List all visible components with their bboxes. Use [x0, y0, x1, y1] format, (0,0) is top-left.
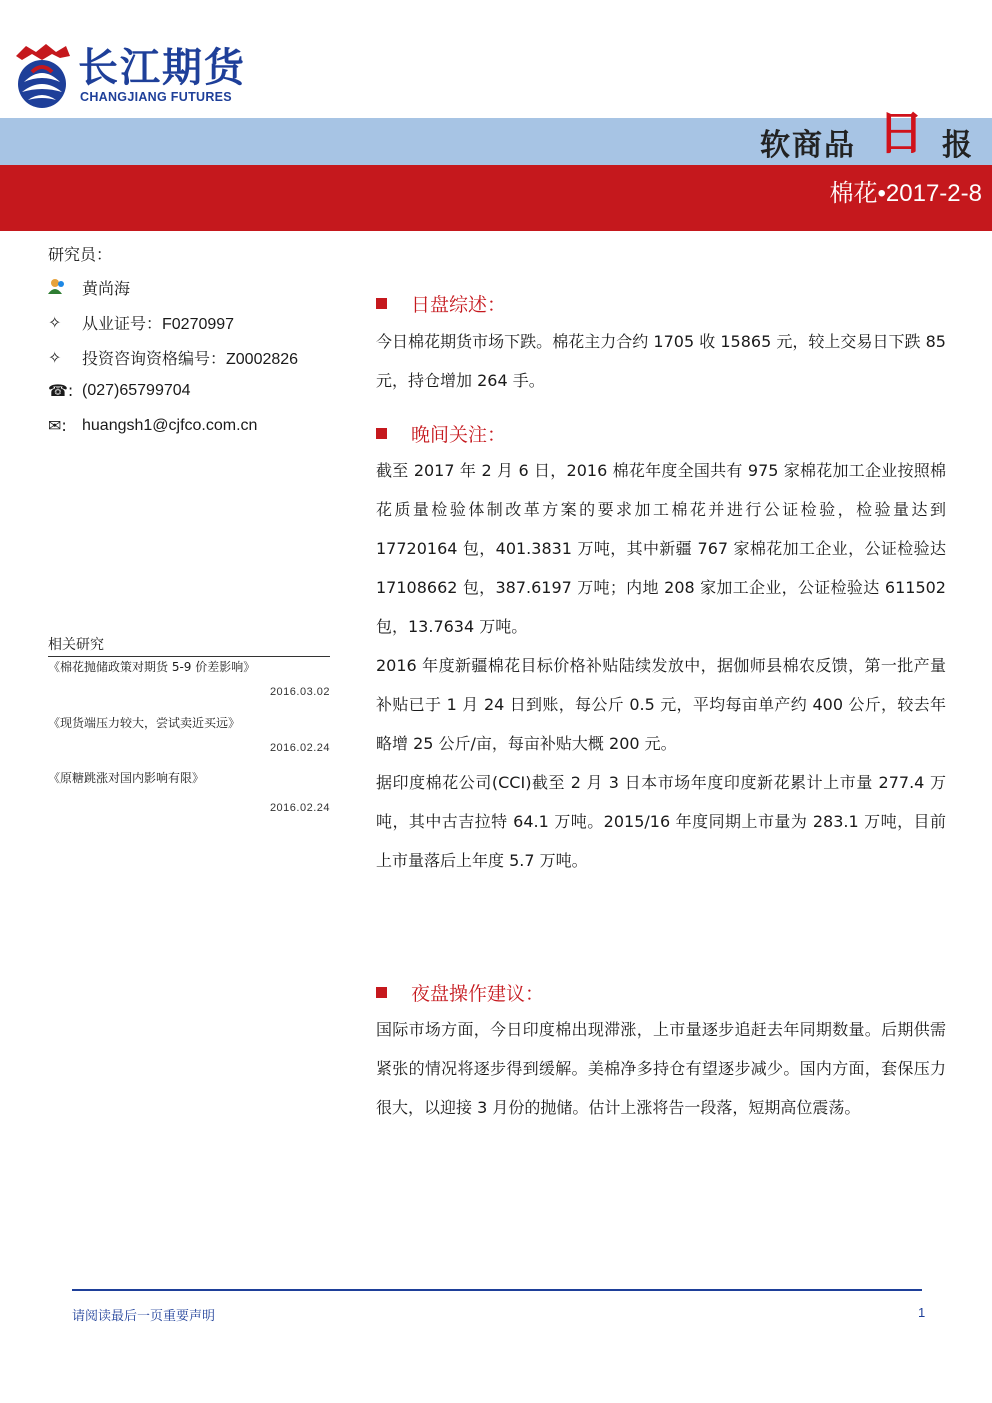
analyst-name: 黄尚海 — [82, 281, 131, 298]
bullet-square-icon — [376, 298, 387, 309]
phone-icon: ☎: — [48, 381, 74, 400]
analyst-email-row — [48, 416, 257, 435]
company-logo — [12, 40, 252, 112]
analyst-phone-row — [48, 381, 191, 400]
analyst-license: 从业证号：F0270997 — [82, 316, 235, 333]
day-review-paragraph: 今日棉花期货市场下跌。棉花主力合约 1705 收 15865 元，较上交易日下跌 85 元，持仓增加 264 手。 — [376, 332, 946, 390]
evening-focus-paragraph-3: 据印度棉花公司(CCI)截至 2 月 3 日本市场年度印度新花累计上市量 277.4 万吨，其中古吉拉特 64.1 万吨。2015/16 年度同期上市量为 283.1 万吨，目前上市量落后上年度 5.7 万吨。 — [376, 773, 946, 870]
person-icon — [48, 278, 72, 298]
related-item-date: 2016.03.02 — [269, 686, 330, 698]
related-item-date: 2016.02.24 — [269, 802, 330, 814]
envelope-icon: ✉: — [48, 416, 67, 435]
night-advice-paragraph: 国际市场方面，今日印度棉出现滞涨，上市量逐步追赶去年同期数量。后期供需紧张的情况将逐步得到缓解。美棉净多持仓有望逐步减少。国内方面，套保压力很大，以迎接 3 月份的抛储。估计上涨将告一段落，短期高位震荡。 — [376, 1020, 946, 1117]
analyst-name-row — [48, 276, 130, 299]
page-number: 1 — [918, 1305, 926, 1320]
analyst-qualification-row — [48, 346, 298, 369]
bullet-square-icon — [376, 987, 387, 998]
report-title-category: 软商品 — [760, 127, 856, 163]
report-title — [760, 106, 972, 165]
footer-divider — [72, 1289, 922, 1291]
section-heading-day-review: 日盘综述： — [376, 290, 506, 317]
evening-focus-paragraph-1: 截至 2017 年 2 月 6 日，2016 棉花年度全国共有 975 家棉花加工企业按照棉花质量检验体制改革方案的要求加工棉花并进行公证检验，检验量达到 17720164 包，401.3831 万吨，其中新疆 767 家棉花加工企业，公证检验达 17108662 包，387.6197 万吨；内地 208 家加工企业，公证检验达 611502 包，13.7634 万吨。 — [376, 461, 946, 636]
logo-emblem-icon — [12, 42, 72, 110]
footer-notice[interactable]: 请阅读最后一页重要声明 — [72, 1309, 216, 1324]
analyst-phone: (027)65799704 — [82, 381, 191, 399]
related-item-date: 2016.02.24 — [269, 742, 330, 754]
analyst-qualification: 投资咨询资格编号：Z0002826 — [82, 351, 299, 368]
section-heading-evening-focus: 晚间关注： — [376, 420, 506, 447]
related-item[interactable]: 《现货端压力较大，尝试卖近买远》 — [48, 716, 241, 730]
analyst-license-row — [48, 311, 234, 334]
report-title-day: 日 — [878, 106, 924, 160]
bullet-square-icon — [376, 428, 387, 439]
related-item[interactable]: 《棉花抛储政策对期货 5-9 价差影响》 — [48, 660, 256, 674]
related-research-heading: 相关研究 — [48, 634, 330, 657]
related-item[interactable]: 《原糖跳涨对国内影响有限》 — [48, 771, 205, 785]
logo-en-text: CHANGJIANG FUTURES — [80, 90, 232, 104]
logo-cn-text: 长江期货 — [78, 45, 246, 91]
diamond-star-icon: ✧ — [48, 313, 62, 332]
evening-focus-paragraph-2: 2016 年度新疆棉花目标价格补贴陆续发放中，据伽师县棉农反馈，第一批产量补贴已于 1 月 24 日到账，每公斤 0.5 元，平均每亩单产约 400 公斤，较去年略增 25 公斤/亩，每亩补贴大概 200 元。 — [376, 656, 946, 753]
diamond-star-icon: ✧ — [48, 348, 62, 367]
analyst-label: 研究员： — [48, 245, 113, 264]
analyst-email[interactable]: huangsh1@cjfco.com.cn — [82, 416, 258, 434]
section-heading-night-advice: 夜盘操作建议： — [376, 979, 544, 1006]
report-subtitle: 棉花•2017-2-8 — [829, 180, 982, 207]
report-title-report: 报 — [942, 127, 972, 163]
